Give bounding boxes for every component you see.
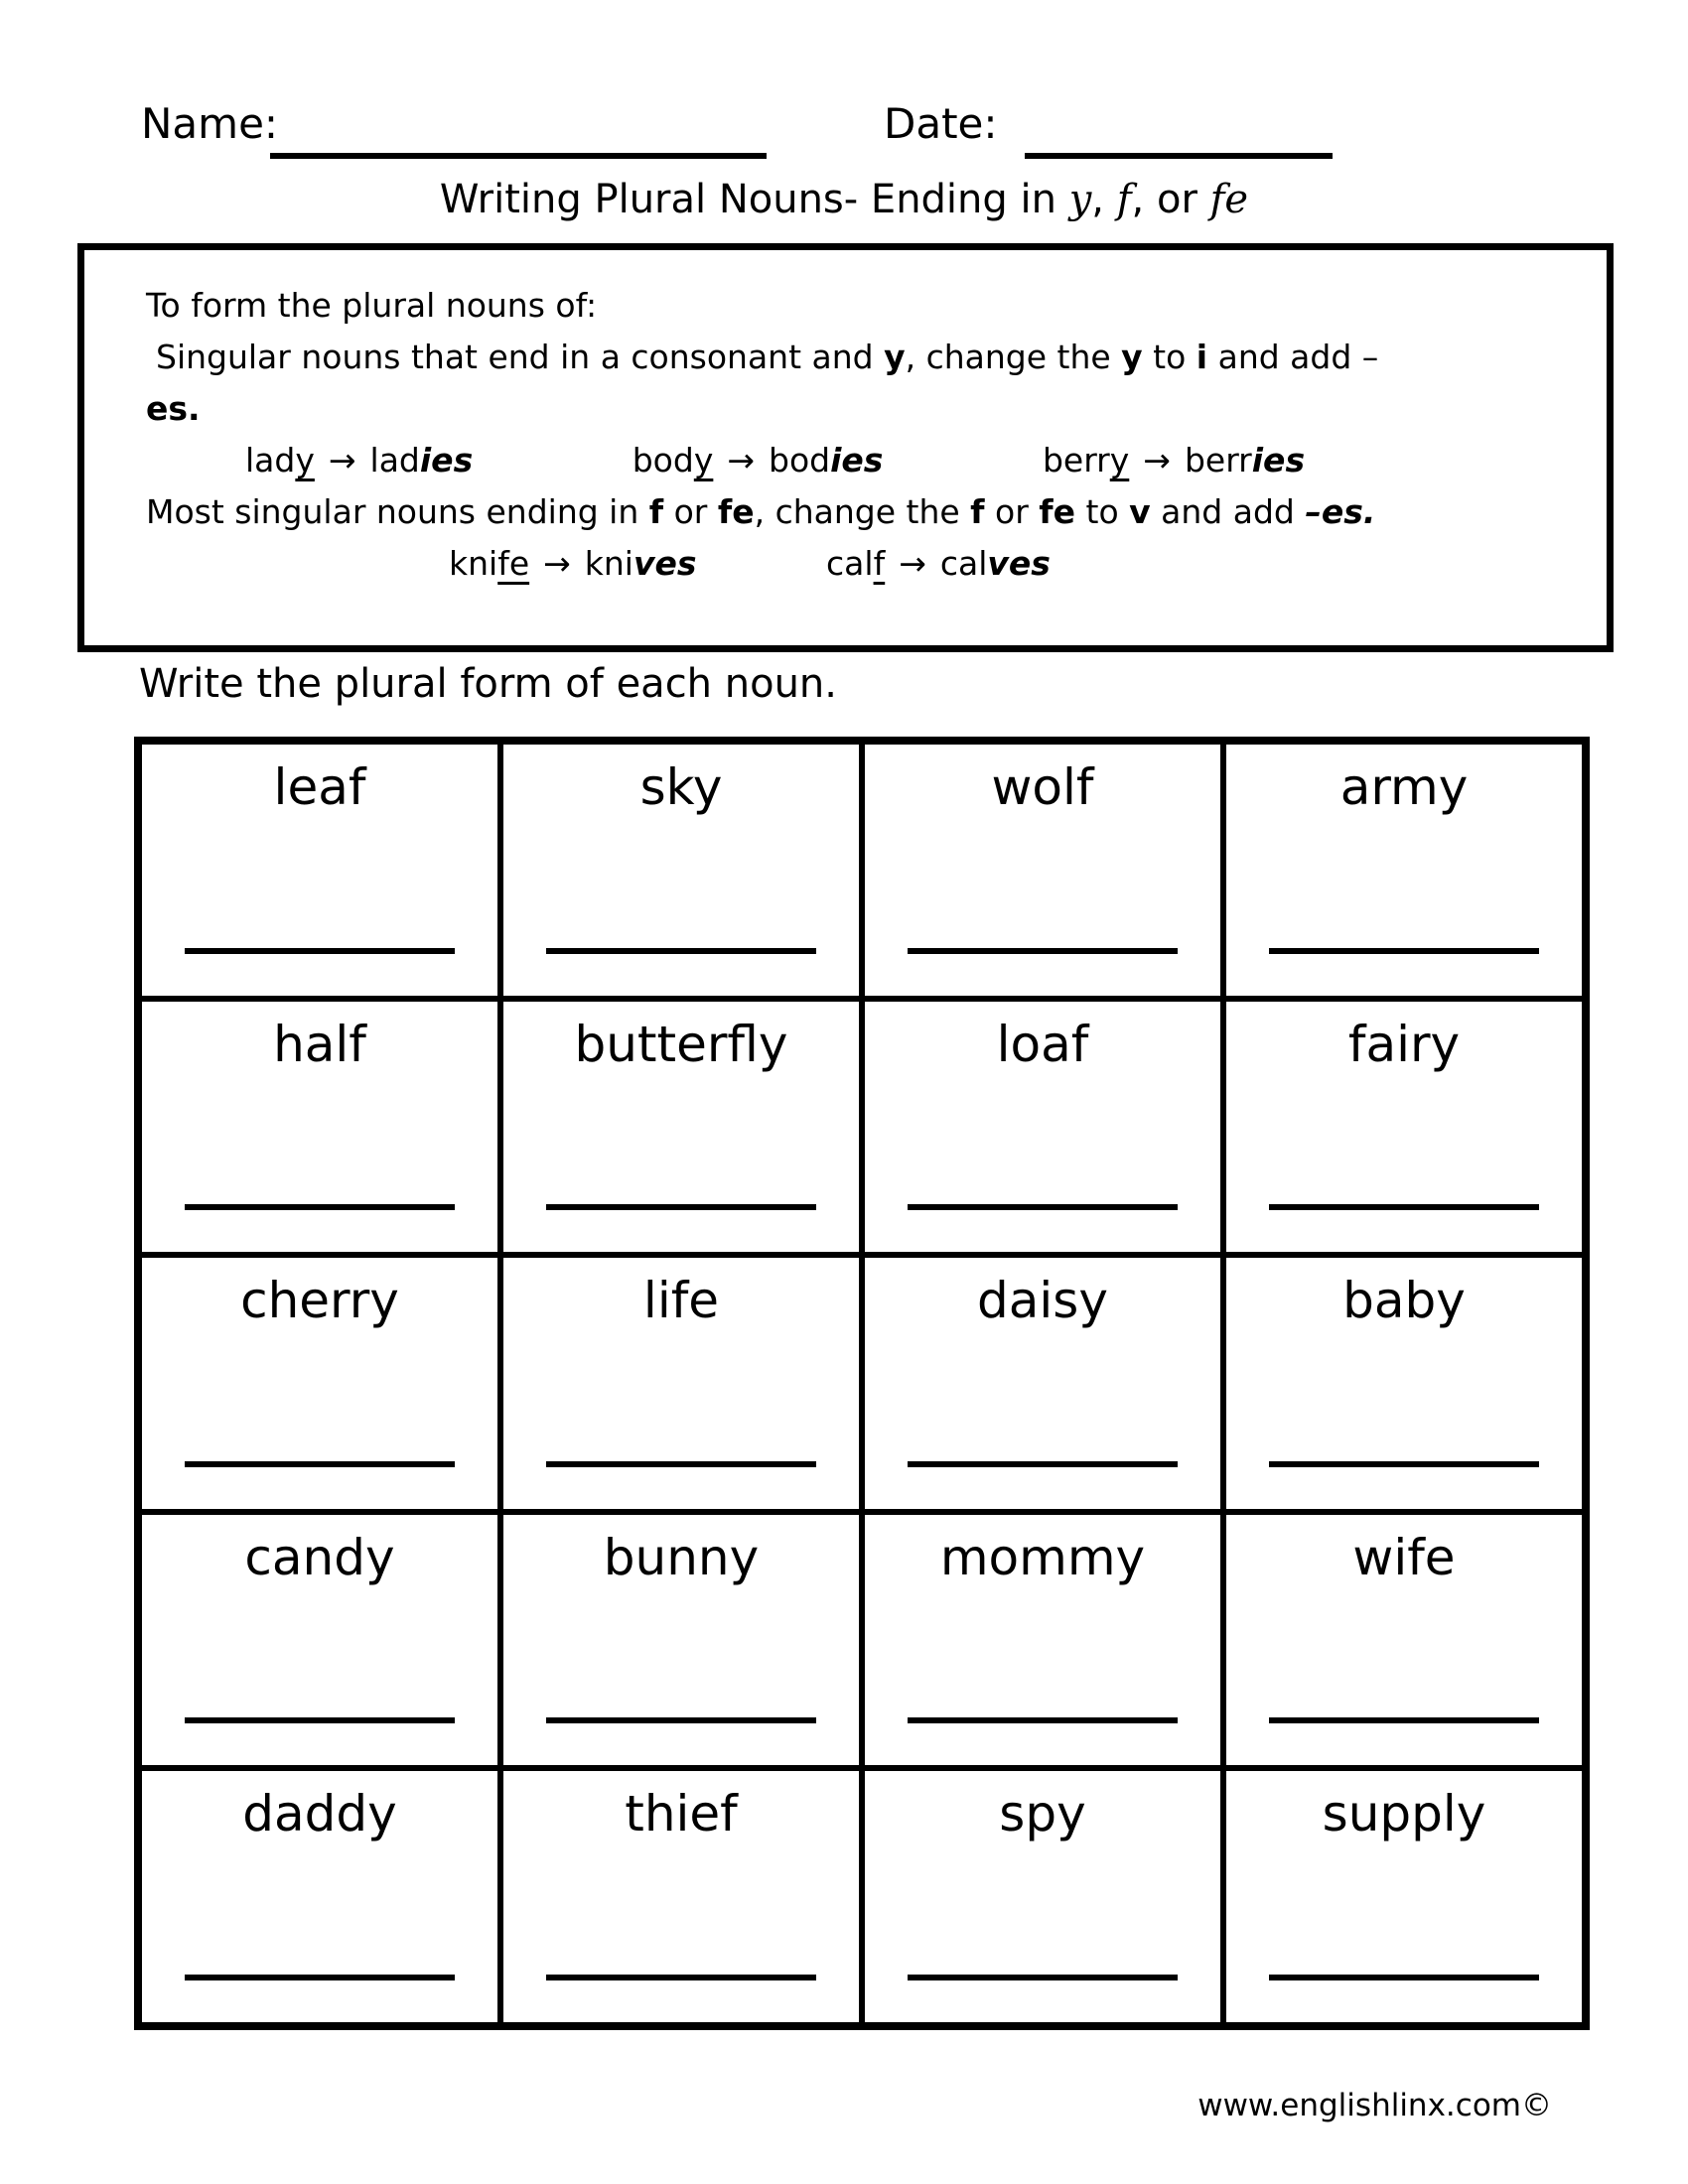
answer-blank[interactable] bbox=[908, 948, 1178, 954]
answer-blank[interactable] bbox=[185, 948, 455, 954]
answer-blank[interactable] bbox=[546, 1975, 816, 1980]
noun-word: half bbox=[273, 1015, 366, 1073]
date-blank[interactable] bbox=[1025, 103, 1333, 159]
page-title: Writing Plural Nouns- Ending in y, f, or fe bbox=[439, 177, 1249, 222]
answer-blank[interactable] bbox=[1269, 1461, 1539, 1467]
table-cell bbox=[503, 1515, 859, 1766]
table-cell bbox=[865, 1258, 1220, 1509]
rule-line-y: Singular nouns that end in a consonant and y, change the y to i and add – bbox=[156, 338, 1379, 376]
noun-word: fairy bbox=[1347, 1015, 1461, 1073]
noun-word: sky bbox=[639, 758, 723, 816]
rule-line-intro: To form the plural nouns of: bbox=[146, 286, 598, 325]
answer-blank[interactable] bbox=[185, 1975, 455, 1980]
table-cell bbox=[503, 1258, 859, 1509]
noun-word: candy bbox=[244, 1528, 395, 1586]
table-cell bbox=[1226, 1258, 1582, 1509]
table-cell bbox=[1226, 745, 1582, 996]
noun-word: daddy bbox=[242, 1785, 397, 1843]
example-knife: knife → knives bbox=[449, 538, 697, 590]
table-cell bbox=[1226, 1771, 1582, 2022]
table-cell bbox=[1226, 1515, 1582, 1766]
table-cell bbox=[142, 1258, 497, 1509]
date-label: Date: bbox=[884, 99, 998, 148]
table-cell bbox=[142, 1771, 497, 2022]
noun-word: leaf bbox=[273, 758, 366, 816]
answer-blank[interactable] bbox=[546, 1461, 816, 1467]
example-lady: lady → ladies bbox=[245, 435, 473, 486]
table-cell bbox=[865, 1771, 1220, 2022]
rule-examples-y bbox=[146, 435, 1577, 486]
arrow-icon: → bbox=[899, 544, 926, 583]
rule-line-f: Most singular nouns ending in f or fe, change the f or fe to v and add –es. bbox=[146, 492, 1376, 531]
arrow-icon: → bbox=[727, 441, 755, 479]
noun-word: loaf bbox=[996, 1015, 1089, 1073]
example-berry: berry → berries bbox=[1043, 435, 1305, 486]
rule-examples-f bbox=[146, 538, 1577, 590]
noun-word: baby bbox=[1342, 1272, 1466, 1330]
noun-word: army bbox=[1339, 758, 1469, 816]
noun-word: supply bbox=[1322, 1785, 1486, 1843]
arrow-icon: → bbox=[1143, 441, 1171, 479]
instructions-prompt: Write the plural form of each noun. bbox=[139, 661, 837, 707]
table-cell bbox=[865, 1515, 1220, 1766]
noun-word: daisy bbox=[977, 1272, 1108, 1330]
rules-box bbox=[77, 243, 1614, 652]
answer-blank[interactable] bbox=[185, 1204, 455, 1210]
noun-word: life bbox=[642, 1272, 720, 1330]
example-calf: calf → calves bbox=[826, 538, 1051, 590]
name-blank[interactable] bbox=[270, 103, 767, 159]
rule-line-y-cont: es. bbox=[146, 389, 201, 428]
example-body: body → bodies bbox=[633, 435, 884, 486]
answer-blank[interactable] bbox=[1269, 1717, 1539, 1723]
table-cell bbox=[503, 745, 859, 996]
noun-word: wolf bbox=[991, 758, 1094, 816]
noun-word: butterfly bbox=[574, 1015, 788, 1073]
table-cell bbox=[142, 745, 497, 996]
name-label: Name: bbox=[141, 99, 279, 148]
table-cell bbox=[142, 1002, 497, 1253]
table-cell bbox=[865, 745, 1220, 996]
answer-blank[interactable] bbox=[546, 1717, 816, 1723]
answer-blank[interactable] bbox=[908, 1461, 1178, 1467]
table-cell bbox=[503, 1771, 859, 2022]
arrow-icon: → bbox=[328, 441, 356, 479]
noun-word: spy bbox=[999, 1785, 1086, 1843]
answer-blank[interactable] bbox=[185, 1717, 455, 1723]
noun-word: bunny bbox=[603, 1528, 760, 1586]
noun-word: cherry bbox=[240, 1272, 399, 1330]
table-cell bbox=[865, 1002, 1220, 1253]
answer-blank[interactable] bbox=[908, 1717, 1178, 1723]
table-cell bbox=[1226, 1002, 1582, 1253]
arrow-icon: → bbox=[543, 544, 571, 583]
noun-word: mommy bbox=[939, 1528, 1146, 1586]
answer-blank[interactable] bbox=[908, 1975, 1178, 1980]
answer-blank[interactable] bbox=[1269, 1975, 1539, 1980]
answer-blank[interactable] bbox=[546, 948, 816, 954]
worksheet-table bbox=[134, 737, 1590, 2030]
noun-word: thief bbox=[625, 1785, 738, 1843]
answer-blank[interactable] bbox=[1269, 1204, 1539, 1210]
footer-credit: www.englishlinx.com© bbox=[1197, 2088, 1552, 2123]
answer-blank[interactable] bbox=[546, 1204, 816, 1210]
answer-blank[interactable] bbox=[1269, 948, 1539, 954]
answer-blank[interactable] bbox=[185, 1461, 455, 1467]
table-cell bbox=[142, 1515, 497, 1766]
answer-blank[interactable] bbox=[908, 1204, 1178, 1210]
table-cell bbox=[503, 1002, 859, 1253]
noun-word: wife bbox=[1352, 1528, 1456, 1586]
